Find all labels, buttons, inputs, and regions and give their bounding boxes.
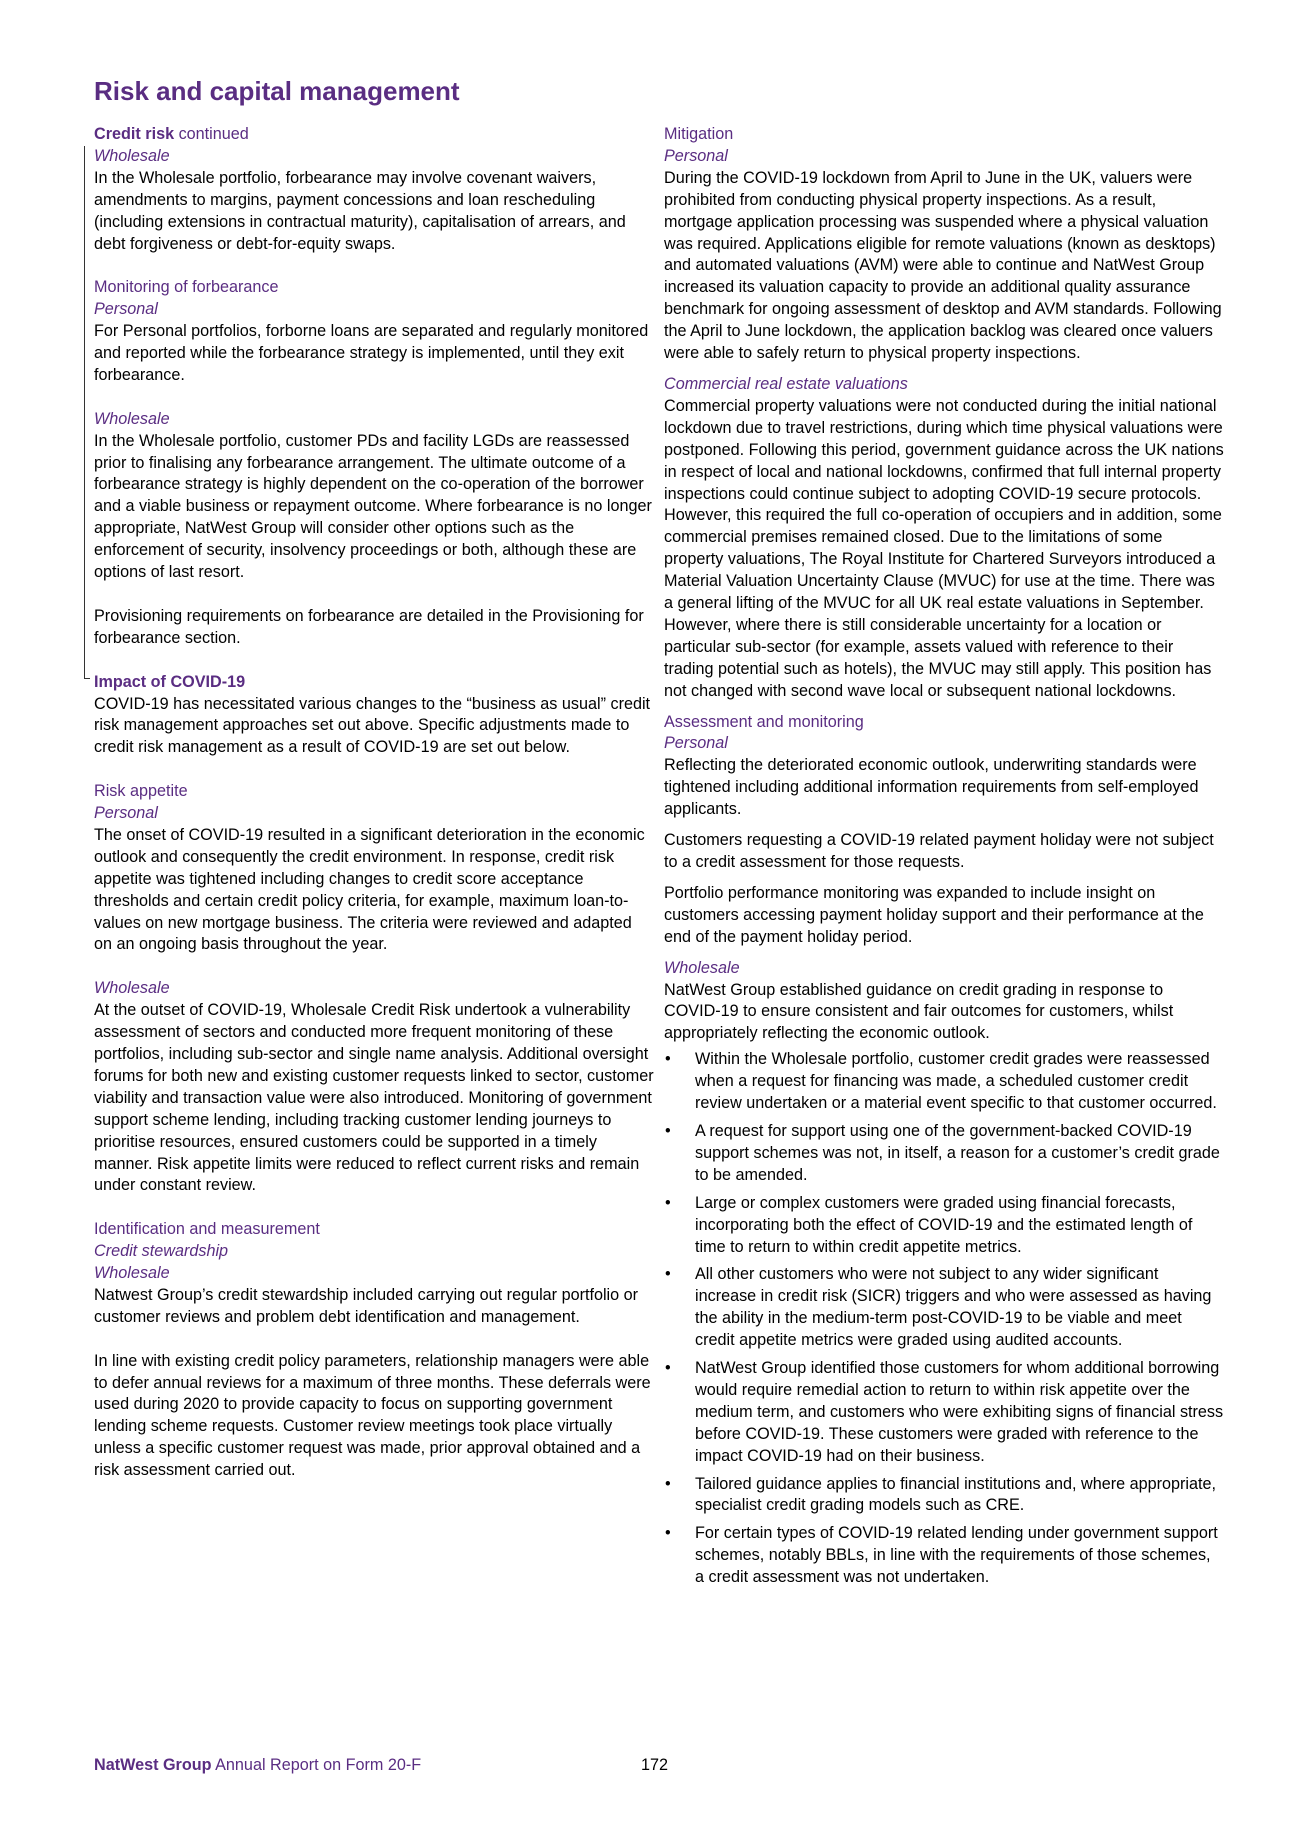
assessment-wholesale-paragraph: NatWest Group established guidance on credit grading in response to COVID-19 to ensure consistent and fair outcomes for customers, whilst appropriately reflecting the economic outlook.	[664, 980, 1174, 1043]
footer-report: Annual Report on Form 20-F	[211, 1756, 422, 1774]
assessment-personal-paragraph-1: Reflecting the deteriorated economic outlook, underwriting standards were tightened including additional information requirements from self-employed applicants.	[664, 756, 1199, 819]
assessment-personal-label: Personal	[664, 734, 728, 753]
monitoring-personal-paragraph: For Personal portfolios, forborne loans are separated and regularly monitored and reported while the forbearance strategy is implemented, until they exit forbearance.	[94, 322, 649, 384]
list-item-text: NatWest Group identified those customers for whom additional borrowing would require remedial action to return to within risk appetite over the medium term, and customers who were exhibiting signs of financial stress before COVID-19. These customers were graded with reference to the impact COVID-19 had on their business.	[695, 1359, 1224, 1465]
bullet-icon: •	[665, 1265, 671, 1284]
list-item-text: Tailored guidance applies to financial institutions and, where appropriate, specialist credit grading models such as CRE.	[695, 1474, 1217, 1515]
list-item-text: Within the Wholesale portfolio, customer credit grades were reassessed when a request for financing was made, a scheduled customer credit review undertaken or a material event specific to that customer occurred.	[695, 1050, 1217, 1113]
list-item-text: For certain types of COVID-19 related lending under government support schemes, notably BBLs, in line with the requirements of those schemes, a credit assessment was not undertaken.	[695, 1524, 1218, 1587]
risk-appetite-wholesale-label: Wholesale	[94, 979, 170, 998]
risk-appetite-wholesale-paragraph: At the outset of COVID-19, Wholesale Credit Risk undertook a vulnerability assessment of sectors and conducted more frequent monitoring of these portfolios, including sub-sector and single name analysis. Additional oversight forums for both new and existing customer requests linked to sector, customer viability and transaction value were also introduced. Monitoring of government support scheme lending, including tracking customer lending journeys to prioritise resources, ensured customers could be supported in a timely manner. Risk appetite limits were reduced to reflect current risks and remain under constant review.	[94, 1001, 654, 1195]
stewardship-wholesale-label: Wholesale	[94, 1264, 170, 1283]
cre-label: Commercial real estate valuations	[664, 374, 908, 393]
list-item-text: A request for support using one of the government-backed COVID-19 support schemes was not, in itself, a reason for a customer’s credit grade to be amended.	[695, 1121, 1220, 1184]
list-item	[664, 1523, 1224, 1589]
risk-appetite-personal-label: Personal	[94, 804, 158, 823]
mitigation-heading: Mitigation	[664, 125, 734, 143]
bullet-icon: •	[665, 1359, 671, 1378]
stewardship-paragraph-2: In line with existing credit policy parameters, relationship managers were able to defer annual reviews for a maximum of three months. These deferrals were used during 2020 to provide capacity to focus on supporting government lending scheme requests. Customer review meetings took place virtually unless a specific customer request was made, prior approval obtained and a risk assessment carried out.	[94, 1351, 651, 1480]
risk-appetite-personal-paragraph: The onset of COVID-19 resulted in a significant deterioration in the economic outlook and consequently the credit environment. In response, credit risk appetite was tightened including changes to credit score acceptance thresholds and certain credit policy criteria, for example, maximum loan-to-values on new mortgage business. The criteria were reviewed and adapted on an ongoing basis throughout the year.	[94, 825, 645, 954]
wholesale-label: Wholesale	[94, 146, 170, 165]
list-item	[664, 1474, 1224, 1518]
bullet-icon: •	[665, 1050, 671, 1069]
list-item	[664, 1049, 1224, 1115]
list-item	[664, 1264, 1224, 1352]
section-suffix: continued	[174, 125, 249, 143]
right-column	[664, 124, 1224, 1595]
stewardship-paragraph-1: Natwest Group’s credit stewardship included carrying out regular portfolio or customer reviews and problem debt identification and management.	[94, 1285, 639, 1326]
section-heading	[94, 124, 654, 146]
bullet-icon: •	[665, 1121, 671, 1140]
footer-report-title	[94, 1756, 421, 1775]
list-item	[664, 1193, 1224, 1259]
section-title: Credit risk	[94, 125, 175, 143]
list-item	[664, 1358, 1224, 1468]
bullet-icon: •	[665, 1193, 671, 1212]
page-number: 172	[641, 1756, 669, 1774]
left-column	[94, 124, 654, 1482]
change-bar	[84, 146, 90, 679]
covid-heading: Impact of COVID-19	[94, 672, 246, 691]
mitigation-personal-label: Personal	[664, 146, 728, 165]
covid-paragraph: COVID-19 has necessitated various changes to the “business as usual” credit risk management approaches set out above. Specific adjustments made to credit risk management as a result of COVID-19 are set out below.	[94, 694, 651, 757]
assessment-wholesale-label: Wholesale	[664, 958, 740, 977]
list-item-text: All other customers who were not subject to any wider significant increase in credit risk (SICR) triggers and who were assessed as having the ability in the medium-term post-COVID-19 to be viable and meet credit appetite metrics were graded using audited accounts.	[695, 1265, 1212, 1350]
monitoring-wholesale-label: Wholesale	[94, 409, 170, 428]
list-item-text: Large or complex customers were graded using financial forecasts, incorporating both the effect of COVID-19 and the estimated length of time to return to within credit appetite metrics.	[695, 1193, 1193, 1256]
mitigation-personal-paragraph: During the COVID-19 lockdown from April to June in the UK, valuers were prohibited from conducting physical property inspections. As a result, mortgage application processing was suspended where a physical valuation was required. Applications eligible for remote valuations (known as desktops) and automated valuations (AVM) were able to continue and NatWest Group increased its valuation capacity to provide an additional quality assurance benchmark for ongoing assessment of desktop and AVM standards. Following the April to June lockdown, the application backlog was cleared once valuers were able to safely return to physical property inspections.	[664, 168, 1222, 363]
assessment-personal-paragraph-3: Portfolio performance monitoring was expanded to include insight on customers accessing payment holiday support and their performance at the end of the payment holiday period.	[664, 883, 1204, 946]
cre-paragraph: Commercial property valuations were not conducted during the initial national lockdown due to travel restrictions, during which time physical valuations were postponed. Following this period, government guidance across the UK nations in respect of local and national lockdowns, confirmed that full internal property inspections could continue subject to adopting COVID-19 secure protocols. However, this required the full co-operation of occupiers and in addition, some commercial premises remained closed. Due to the limitations of some property valuations, The Royal Institute for Chartered Surveyors introduced a Material Valuation Uncertainty Clause (MVUC) for use at the time. There was a general lifting of the MVUC for all UK real estate valuations in September. However, where there is still considerable uncertainty for a location or particular sub-sector (for example, assets valued with reference to their trading potential such as hotels), the MVUC may still apply. This position has not changed with second wave local or subsequent national lockdowns.	[664, 396, 1224, 700]
list-item	[664, 1121, 1224, 1187]
bullet-icon: •	[665, 1524, 671, 1543]
assessment-personal-paragraph-2: Customers requesting a COVID-19 related payment holiday were not subject to a credit assessment for those requests.	[664, 831, 1214, 871]
monitoring-personal-label: Personal	[94, 300, 158, 319]
stewardship-label: Credit stewardship	[94, 1242, 229, 1261]
monitoring-heading: Monitoring of forbearance	[94, 278, 279, 297]
risk-appetite-heading: Risk appetite	[94, 782, 188, 801]
grading-bullet-list	[664, 1049, 1224, 1589]
provisioning-paragraph: Provisioning requirements on forbearance are detailed in the Provisioning for forbearance section.	[94, 606, 644, 647]
bullet-icon: •	[665, 1474, 671, 1493]
footer-company: NatWest Group	[94, 1756, 212, 1774]
page-title: Risk and capital management	[94, 76, 460, 106]
monitoring-wholesale-paragraph: In the Wholesale portfolio, customer PDs and facility LGDs are reassessed prior to finalising any forbearance arrangement. The ultimate outcome of a forbearance strategy is highly dependent on the co-operation of the borrower and a viable business or repayment outcome. Where forbearance is no longer appropriate, NatWest Group will consider other options such as the enforcement of security, insolvency proceedings or both, although these are options of last resort.	[94, 431, 652, 582]
identification-heading: Identification and measurement	[94, 1220, 320, 1239]
assessment-heading: Assessment and monitoring	[664, 712, 864, 731]
wholesale-paragraph: In the Wholesale portfolio, forbearance may involve covenant waivers, amendments to margins, payment concessions and loan rescheduling (including extensions in contractual maturity), capitalisation of arrears, and debt forgiveness or debt-for-equity swaps.	[94, 168, 626, 253]
